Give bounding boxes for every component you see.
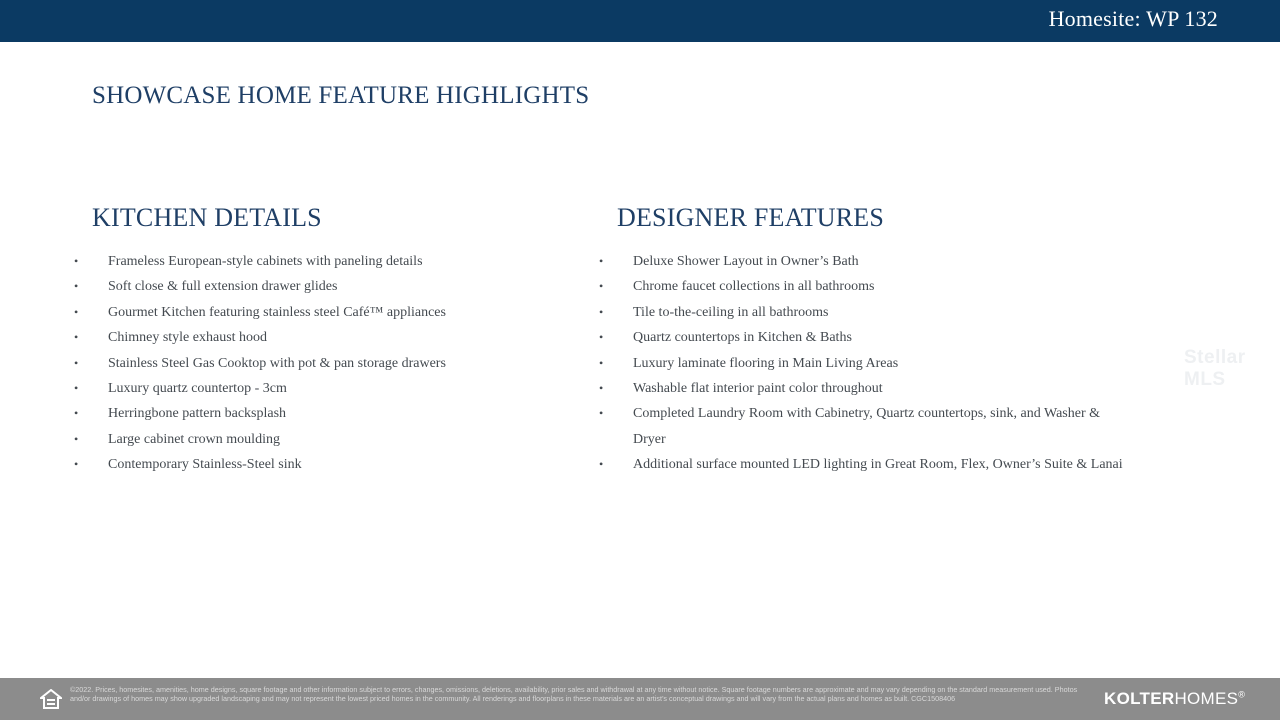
list-item	[72, 427, 542, 452]
list-item-text: Tile to-the-ceiling in all bathrooms	[633, 304, 829, 320]
bullet: •	[74, 330, 79, 345]
page-title: SHOWCASE HOME FEATURE HIGHLIGHTS	[92, 82, 590, 109]
list-item	[597, 274, 1132, 299]
list-item-text: Frameless European-style cabinets with paneling details	[108, 254, 423, 269]
list-item-text: Additional surface mounted LED lighting in Great Room, Flex, Owner’s Suite & Lanai	[633, 457, 1123, 473]
list-item	[72, 325, 542, 350]
bullet: •	[599, 381, 604, 396]
bullet: •	[74, 254, 79, 268]
list-item-text: Chrome faucet collections in all bathrooms	[633, 279, 875, 295]
list-item	[72, 249, 542, 274]
registered-mark: ®	[1238, 689, 1246, 700]
kitchen-feature-list	[72, 249, 542, 478]
list-item	[597, 401, 1132, 452]
kitchen-details-title: KITCHEN DETAILS	[92, 203, 322, 232]
footer-bar	[0, 678, 1280, 720]
list-item-text: Deluxe Shower Layout in Owner’s Bath	[633, 254, 859, 269]
bullet: •	[599, 406, 604, 421]
header-bar	[0, 0, 1280, 42]
equal-housing-icon	[40, 689, 62, 709]
bullet: •	[599, 330, 604, 345]
list-item	[72, 351, 542, 376]
bullet: •	[599, 254, 604, 268]
list-item-text: Quartz countertops in Kitchen & Baths	[633, 330, 852, 346]
list-item	[72, 401, 542, 426]
list-item	[597, 376, 1132, 401]
list-item	[597, 452, 1132, 477]
list-item-text: Luxury laminate flooring in Main Living Areas	[633, 355, 899, 371]
list-item	[597, 325, 1132, 350]
bullet: •	[74, 279, 79, 294]
bullet: •	[74, 457, 79, 472]
list-item-text: Luxury quartz countertop - 3cm	[108, 381, 287, 397]
brand-bold-text: KOLTER	[1104, 689, 1175, 708]
list-item	[597, 249, 1132, 274]
bullet: •	[74, 431, 79, 446]
bullet: •	[599, 279, 604, 294]
list-item-text: Gourmet Kitchen featuring stainless steel Café™ appliances	[108, 304, 446, 320]
bullet: •	[599, 355, 604, 370]
list-item	[72, 452, 542, 477]
list-item-text: Soft close & full extension drawer glides	[108, 279, 338, 295]
list-item-text: Herringbone pattern backsplash	[108, 406, 287, 422]
list-item-text: Stainless Steel Gas Cooktop with pot & pan storage drawers	[108, 355, 446, 371]
list-item-text: Contemporary Stainless-Steel sink	[108, 457, 302, 473]
list-item	[72, 300, 542, 325]
legal-disclaimer: ©2022. Prices, homesites, amenities, home designs, square footage and other information subject to errors, changes, omissions, deletions, availability, prior sales and withdrawal at any time without notice. Square footage numbers are approximate and may vary depending on the standard measurement used. Photos and/or drawings of homes may show upgraded landscaping and may not represent the lowest priced homes in the community. All renderings and floorplans in these materials are an artist’s conceptual drawings and will vary from the actual plans and homes as built. CGC1508406	[70, 685, 1078, 703]
list-item	[597, 351, 1132, 376]
bullet: •	[599, 457, 604, 472]
kolter-homes-logo	[1104, 689, 1245, 709]
list-item-text: Washable flat interior paint color throughout	[633, 381, 883, 397]
bullet: •	[74, 406, 79, 421]
bullet: •	[74, 304, 79, 319]
list-item	[72, 376, 542, 401]
watermark: Stellar MLS	[1184, 347, 1246, 390]
list-item-text: Completed Laundry Room with Cabinetry, Quartz countertops, sink, and Washer & Dryer	[633, 406, 1101, 447]
designer-feature-list	[597, 249, 1132, 478]
brand-light-text: HOMES	[1174, 689, 1239, 708]
homesite-label: Homesite: WP 132	[1048, 6, 1218, 31]
list-item-text: Large cabinet crown moulding	[108, 431, 280, 447]
bullet: •	[74, 355, 79, 370]
designer-features-title: DESIGNER FEATURES	[617, 203, 885, 232]
bullet: •	[599, 304, 604, 319]
list-item	[597, 300, 1132, 325]
bullet: •	[74, 381, 79, 396]
list-item-text: Chimney style exhaust hood	[108, 330, 268, 346]
list-item	[72, 274, 542, 299]
